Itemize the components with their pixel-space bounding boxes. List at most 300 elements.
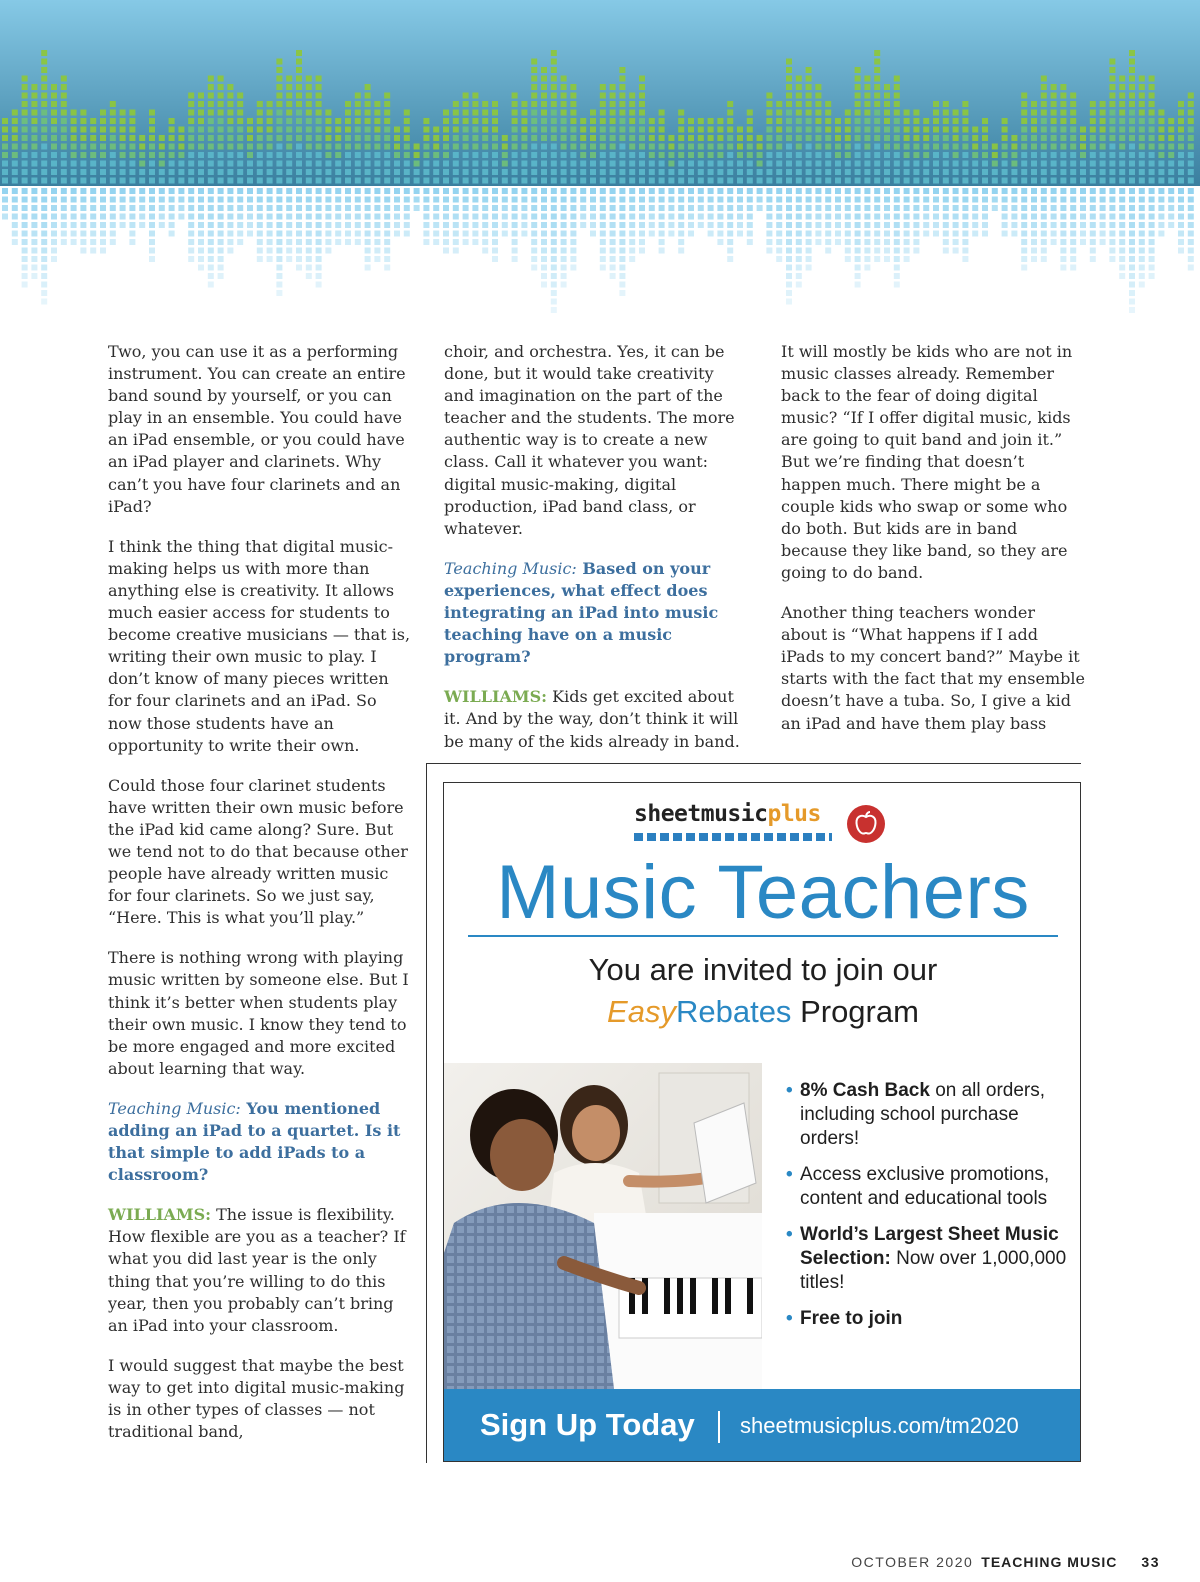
equalizer-reflection-segment [551, 205, 557, 211]
equalizer-reflection-segment [41, 205, 47, 211]
equalizer-segment [100, 110, 106, 116]
equalizer-reflection-segment [570, 265, 576, 271]
equalizer-segment [1129, 169, 1135, 175]
equalizer-reflection-segment [276, 273, 282, 279]
equalizer-reflection-segment [306, 273, 312, 279]
equalizer-segment [796, 127, 802, 133]
equalizer-segment [237, 110, 243, 116]
equalizer-reflection-segment [1109, 239, 1115, 245]
equalizer-segment [580, 144, 586, 150]
equalizer-segment [1051, 144, 1057, 150]
signup-url-link[interactable]: sheetmusicplus.com/tm2020 [740, 1413, 1019, 1438]
equalizer-reflection-segment [1100, 231, 1106, 237]
equalizer-reflection-segment [1070, 265, 1076, 271]
equalizer-segment [874, 50, 880, 56]
equalizer-segment [41, 127, 47, 133]
equalizer-reflection-segment [668, 205, 674, 211]
equalizer-segment [276, 127, 282, 133]
equalizer-segment [1139, 178, 1145, 184]
equalizer-segment [551, 93, 557, 99]
equalizer-reflection-segment [1109, 197, 1115, 203]
equalizer-segment [1109, 135, 1115, 141]
equalizer-reflection-segment [296, 188, 302, 194]
equalizer-segment [521, 178, 527, 184]
equalizer-segment [247, 178, 253, 184]
equalizer-segment [1168, 118, 1174, 124]
equalizer-reflection-segment [1021, 265, 1027, 271]
equalizer-segment [414, 152, 420, 158]
equalizer-segment [335, 161, 341, 167]
equalizer-segment [1051, 118, 1057, 124]
equalizer-segment [570, 84, 576, 90]
equalizer-reflection-segment [227, 239, 233, 245]
program-word: Program [800, 994, 919, 1029]
equalizer-segment [953, 169, 959, 175]
equalizer-segment [806, 76, 812, 82]
equalizer-reflection-segment [1149, 256, 1155, 262]
equalizer-segment [923, 178, 929, 184]
equalizer-segment [80, 118, 86, 124]
equalizer-reflection-segment [316, 197, 322, 203]
equalizer-segment [923, 169, 929, 175]
equalizer-reflection-segment [120, 188, 126, 194]
equalizer-segment [335, 118, 341, 124]
equalizer-reflection-segment [551, 214, 557, 220]
sheetmusicplus-logo[interactable] [634, 801, 894, 845]
equalizer-segment [1188, 161, 1194, 167]
equalizer-segment [1139, 152, 1145, 158]
equalizer-segment [394, 144, 400, 150]
equalizer-reflection-segment [237, 214, 243, 220]
equalizer-reflection-segment [610, 256, 616, 262]
equalizer-reflection-segment [610, 222, 616, 228]
equalizer-segment [727, 135, 733, 141]
equalizer-reflection-segment [31, 265, 37, 271]
equalizer-segment [443, 118, 449, 124]
equalizer-segment [22, 152, 28, 158]
equalizer-reflection-segment [678, 214, 684, 220]
equalizer-segment [227, 135, 233, 141]
paragraph: Another thing teachers wonder about is “What happens if I add iPads to my concert band?” Maybe it starts with the fact that my ensemble doesn’t have a tuba. So, I give a kid an iPad and have them play bass [781, 603, 1085, 733]
equalizer-segment [453, 127, 459, 133]
equalizer-segment [149, 169, 155, 175]
equalizer-reflection-segment [61, 239, 67, 245]
equalizer-segment [227, 161, 233, 167]
equalizer-reflection-segment [316, 265, 322, 271]
equalizer-segment [561, 161, 567, 167]
equalizer-reflection-segment [1178, 231, 1184, 237]
equalizer-segment [345, 152, 351, 158]
equalizer-segment [120, 135, 126, 141]
equalizer-reflection-segment [502, 214, 508, 220]
equalizer-reflection-segment [169, 197, 175, 203]
equalizer-segment [208, 152, 214, 158]
equalizer-segment [404, 169, 410, 175]
equalizer-segment [708, 144, 714, 150]
equalizer-reflection-segment [61, 197, 67, 203]
equalizer-segment [894, 110, 900, 116]
equalizer-segment [943, 152, 949, 158]
equalizer-segment [110, 101, 116, 107]
equalizer-segment [110, 110, 116, 116]
equalizer-reflection-segment [247, 222, 253, 228]
equalizer-segment [806, 152, 812, 158]
equalizer-reflection-segment [2, 188, 8, 194]
equalizer-reflection-segment [551, 290, 557, 296]
benefit-item [788, 1163, 1073, 1211]
equalizer-segment [433, 135, 439, 141]
equalizer-segment [904, 152, 910, 158]
equalizer-segment [1178, 161, 1184, 167]
equalizer-segment [22, 135, 28, 141]
equalizer-segment [1002, 144, 1008, 150]
equalizer-reflection-segment [1139, 222, 1145, 228]
equalizer-segment [1119, 161, 1125, 167]
equalizer-reflection-segment [943, 248, 949, 254]
equalizer-reflection-segment [1011, 214, 1017, 220]
equalizer-reflection-segment [492, 205, 498, 211]
equalizer-segment [737, 161, 743, 167]
equalizer-reflection-segment [51, 231, 57, 237]
equalizer-reflection-segment [41, 290, 47, 296]
equalizer-reflection-segment [1070, 197, 1076, 203]
equalizer-segment [610, 110, 616, 116]
equalizer-reflection-segment [825, 188, 831, 194]
equalizer-reflection-segment [1129, 188, 1135, 194]
equalizer-segment [1168, 127, 1174, 133]
equalizer-segment [414, 169, 420, 175]
equalizer-segment [286, 76, 292, 82]
equalizer-segment [276, 169, 282, 175]
equalizer-reflection-segment [71, 231, 77, 237]
equalizer-segment [218, 110, 224, 116]
equalizer-reflection-segment [51, 214, 57, 220]
equalizer-reflection-segment [590, 222, 596, 228]
equalizer-reflection-segment [678, 239, 684, 245]
equalizer-reflection-segment [688, 197, 694, 203]
equalizer-segment [747, 169, 753, 175]
equalizer-segment [708, 178, 714, 184]
equalizer-segment [276, 59, 282, 65]
equalizer-segment [276, 161, 282, 167]
equalizer-reflection-segment [825, 197, 831, 203]
equalizer-reflection-segment [913, 222, 919, 228]
equalizer-reflection-segment [737, 231, 743, 237]
equalizer-reflection-segment [1070, 222, 1076, 228]
equalizer-reflection-segment [31, 248, 37, 254]
equalizer-segment [982, 135, 988, 141]
equalizer-reflection-segment [80, 239, 86, 245]
equalizer-reflection-segment [286, 256, 292, 262]
equalizer-reflection-segment [325, 222, 331, 228]
equalizer-reflection-segment [1139, 282, 1145, 288]
equalizer-reflection-segment [267, 188, 273, 194]
equalizer-segment [139, 169, 145, 175]
equalizer-segment [71, 152, 77, 158]
equalizer-segment [384, 178, 390, 184]
equalizer-segment [874, 144, 880, 150]
equalizer-reflection-segment [100, 239, 106, 245]
equalizer-segment [610, 93, 616, 99]
equalizer-segment [100, 169, 106, 175]
equalizer-segment [169, 144, 175, 150]
equalizer-reflection-segment [394, 205, 400, 211]
equalizer-segment [972, 152, 978, 158]
equalizer-reflection-segment [1178, 188, 1184, 194]
equalizer-segment [1002, 135, 1008, 141]
apple-icon [847, 805, 885, 843]
equalizer-segment [933, 144, 939, 150]
equalizer-segment [316, 101, 322, 107]
equalizer-segment [913, 144, 919, 150]
equalizer-segment [1149, 76, 1155, 82]
equalizer-segment [864, 169, 870, 175]
equalizer-reflection-segment [864, 188, 870, 194]
equalizer-segment [600, 93, 606, 99]
equalizer-reflection-segment [1188, 188, 1194, 194]
equalizer-reflection-segment [178, 188, 184, 194]
equalizer-segment [355, 169, 361, 175]
equalizer-segment [806, 93, 812, 99]
equalizer-reflection-segment [855, 248, 861, 254]
equalizer-segment [463, 178, 469, 184]
equalizer-reflection-segment [1129, 214, 1135, 220]
equalizer-segment [443, 152, 449, 158]
equalizer-segment [1119, 152, 1125, 158]
equalizer-reflection-segment [757, 205, 763, 211]
equalizer-reflection-segment [551, 273, 557, 279]
equalizer-segment [570, 144, 576, 150]
equalizer-reflection-segment [1100, 188, 1106, 194]
equalizer-segment [120, 127, 126, 133]
equalizer-reflection-segment [384, 197, 390, 203]
equalizer-reflection-segment [982, 188, 988, 194]
equalizer-segment [757, 135, 763, 141]
equalizer-segment [365, 127, 371, 133]
equalizer-reflection-segment [678, 188, 684, 194]
equalizer-reflection-segment [423, 188, 429, 194]
equalizer-reflection-segment [169, 205, 175, 211]
equalizer-segment [737, 152, 743, 158]
equalizer-segment [208, 93, 214, 99]
equalizer-reflection-segment [1021, 256, 1027, 262]
equalizer-reflection-segment [120, 214, 126, 220]
equalizer-reflection-segment [1021, 222, 1027, 228]
equalizer-segment [668, 152, 674, 158]
equalizer-reflection-segment [345, 188, 351, 194]
equalizer-segment [904, 178, 910, 184]
equalizer-reflection-segment [433, 239, 439, 245]
ad-signup-bar[interactable] [444, 1389, 1081, 1462]
equalizer-segment [1168, 161, 1174, 167]
equalizer-reflection-segment [1060, 214, 1066, 220]
equalizer-reflection-segment [1158, 231, 1164, 237]
equalizer-segment [22, 169, 28, 175]
equalizer-segment [786, 178, 792, 184]
equalizer-segment [1031, 152, 1037, 158]
equalizer-reflection-segment [1149, 265, 1155, 271]
ad-headline: Music Teachers [496, 850, 1030, 935]
equalizer-segment [247, 135, 253, 141]
equalizer-reflection-segment [22, 248, 28, 254]
equalizer-reflection-segment [668, 222, 674, 228]
equalizer-segment [708, 152, 714, 158]
equalizer-reflection-segment [1100, 197, 1106, 203]
equalizer-segment [365, 118, 371, 124]
equalizer-segment [766, 144, 772, 150]
equalizer-segment [267, 161, 273, 167]
equalizer-segment [561, 110, 567, 116]
equalizer-reflection-segment [855, 239, 861, 245]
equalizer-reflection-segment [384, 248, 390, 254]
equalizer-segment [962, 135, 968, 141]
equalizer-reflection-segment [1188, 231, 1194, 237]
equalizer-reflection-segment [1168, 197, 1174, 203]
equalizer-segment [41, 135, 47, 141]
equalizer-segment [610, 152, 616, 158]
equalizer-segment [22, 110, 28, 116]
equalizer-segment [727, 110, 733, 116]
equalizer-segment [1109, 76, 1115, 82]
equalizer-reflection-segment [1051, 188, 1057, 194]
equalizer-segment [1188, 93, 1194, 99]
equalizer-reflection-segment [551, 299, 557, 305]
equalizer-reflection-segment [316, 256, 322, 262]
equalizer-segment [316, 110, 322, 116]
equalizer-reflection-segment [31, 222, 37, 228]
equalizer-reflection-segment [727, 214, 733, 220]
equalizer-segment [286, 169, 292, 175]
paragraph: Two, you can use it as a performing instrument. You can create an entire band sound by yourself, or you can play in an ensemble. You could have an iPad ensemble, or you could have an iPad player and clarinets. Why can’t you have four clarinets and an iPad? [108, 342, 406, 516]
equalizer-segment [110, 118, 116, 124]
ad-benefits-list [788, 1079, 1073, 1343]
equalizer-segment [90, 144, 96, 150]
equalizer-segment [962, 169, 968, 175]
equalizer-segment [1090, 144, 1096, 150]
equalizer-segment [904, 169, 910, 175]
equalizer-reflection-segment [325, 188, 331, 194]
equalizer-reflection-segment [796, 222, 802, 228]
sheetmusicplus-advertisement[interactable] [443, 782, 1081, 1462]
equalizer-segment [698, 144, 704, 150]
equalizer-reflection-segment [678, 197, 684, 203]
equalizer-reflection-segment [551, 248, 557, 254]
equalizer-reflection-segment [1041, 248, 1047, 254]
equalizer-reflection-segment [806, 197, 812, 203]
equalizer-reflection-segment [276, 282, 282, 288]
equalizer-segment [894, 127, 900, 133]
equalizer-reflection-segment [629, 214, 635, 220]
equalizer-reflection-segment [129, 231, 135, 237]
equalizer-reflection-segment [786, 205, 792, 211]
equalizer-reflection-segment [414, 188, 420, 194]
equalizer-segment [590, 135, 596, 141]
equalizer-reflection-segment [1188, 265, 1194, 271]
equalizer-segment [943, 144, 949, 150]
equalizer-segment [51, 161, 57, 167]
equalizer-reflection-segment [1031, 197, 1037, 203]
equalizer-reflection-segment [1129, 205, 1135, 211]
equalizer-segment [600, 127, 606, 133]
equalizer-segment [335, 152, 341, 158]
equalizer-segment [639, 152, 645, 158]
equalizer-segment [835, 169, 841, 175]
equalizer-segment [296, 161, 302, 167]
equalizer-segment [1021, 178, 1027, 184]
equalizer-segment [1119, 84, 1125, 90]
equalizer-reflection-segment [384, 265, 390, 271]
equalizer-reflection-segment [1041, 222, 1047, 228]
equalizer-segment [296, 178, 302, 184]
equalizer-segment [51, 118, 57, 124]
equalizer-segment [1060, 169, 1066, 175]
equalizer-segment [747, 152, 753, 158]
equalizer-reflection-segment [306, 248, 312, 254]
equalizer-reflection-segment [188, 214, 194, 220]
equalizer-segment [933, 118, 939, 124]
equalizer-reflection-segment [668, 188, 674, 194]
equalizer-segment [619, 152, 625, 158]
equalizer-reflection-segment [384, 214, 390, 220]
equalizer-reflection-segment [1109, 248, 1115, 254]
equalizer-segment [1139, 135, 1145, 141]
equalizer-segment [267, 152, 273, 158]
equalizer-reflection-segment [90, 222, 96, 228]
equalizer-segment [1109, 144, 1115, 150]
equalizer-segment [659, 144, 665, 150]
equalizer-segment [815, 178, 821, 184]
equalizer-segment [1139, 101, 1145, 107]
equalizer-reflection-segment [1149, 197, 1155, 203]
equalizer-segment [1031, 110, 1037, 116]
equalizer-reflection-segment [1109, 214, 1115, 220]
equalizer-segment [688, 135, 694, 141]
equalizer-segment [1090, 127, 1096, 133]
equalizer-segment [521, 144, 527, 150]
equalizer-segment [1168, 135, 1174, 141]
equalizer-segment [335, 178, 341, 184]
equalizer-reflection-segment [22, 188, 28, 194]
equalizer-reflection-segment [512, 256, 518, 262]
equalizer-reflection-segment [894, 248, 900, 254]
equalizer-reflection-segment [12, 231, 18, 237]
equalizer-reflection-segment [629, 239, 635, 245]
equalizer-segment [198, 169, 204, 175]
equalizer-segment [276, 110, 282, 116]
equalizer-segment [41, 84, 47, 90]
equalizer-reflection-segment [1149, 231, 1155, 237]
equalizer-reflection-segment [855, 205, 861, 211]
equalizer-segment [129, 178, 135, 184]
equalizer-segment [80, 161, 86, 167]
equalizer-segment [629, 152, 635, 158]
equalizer-segment [943, 161, 949, 167]
sign-up-button[interactable]: Sign Up Today [480, 1407, 695, 1442]
equalizer-reflection-segment [708, 205, 714, 211]
equalizer-segment [384, 101, 390, 107]
equalizer-reflection-segment [482, 222, 488, 228]
equalizer-segment [139, 178, 145, 184]
equalizer-reflection-segment [384, 205, 390, 211]
equalizer-reflection-segment [776, 188, 782, 194]
equalizer-segment [688, 152, 694, 158]
equalizer-segment [1149, 152, 1155, 158]
equalizer-reflection-segment [463, 188, 469, 194]
equalizer-reflection-segment [208, 231, 214, 237]
equalizer-segment [786, 127, 792, 133]
equalizer-reflection-segment [1051, 239, 1057, 245]
answer-text: Kids get excited about it. And by the way, don’t think it will be many of the kids already in band. [444, 687, 740, 751]
